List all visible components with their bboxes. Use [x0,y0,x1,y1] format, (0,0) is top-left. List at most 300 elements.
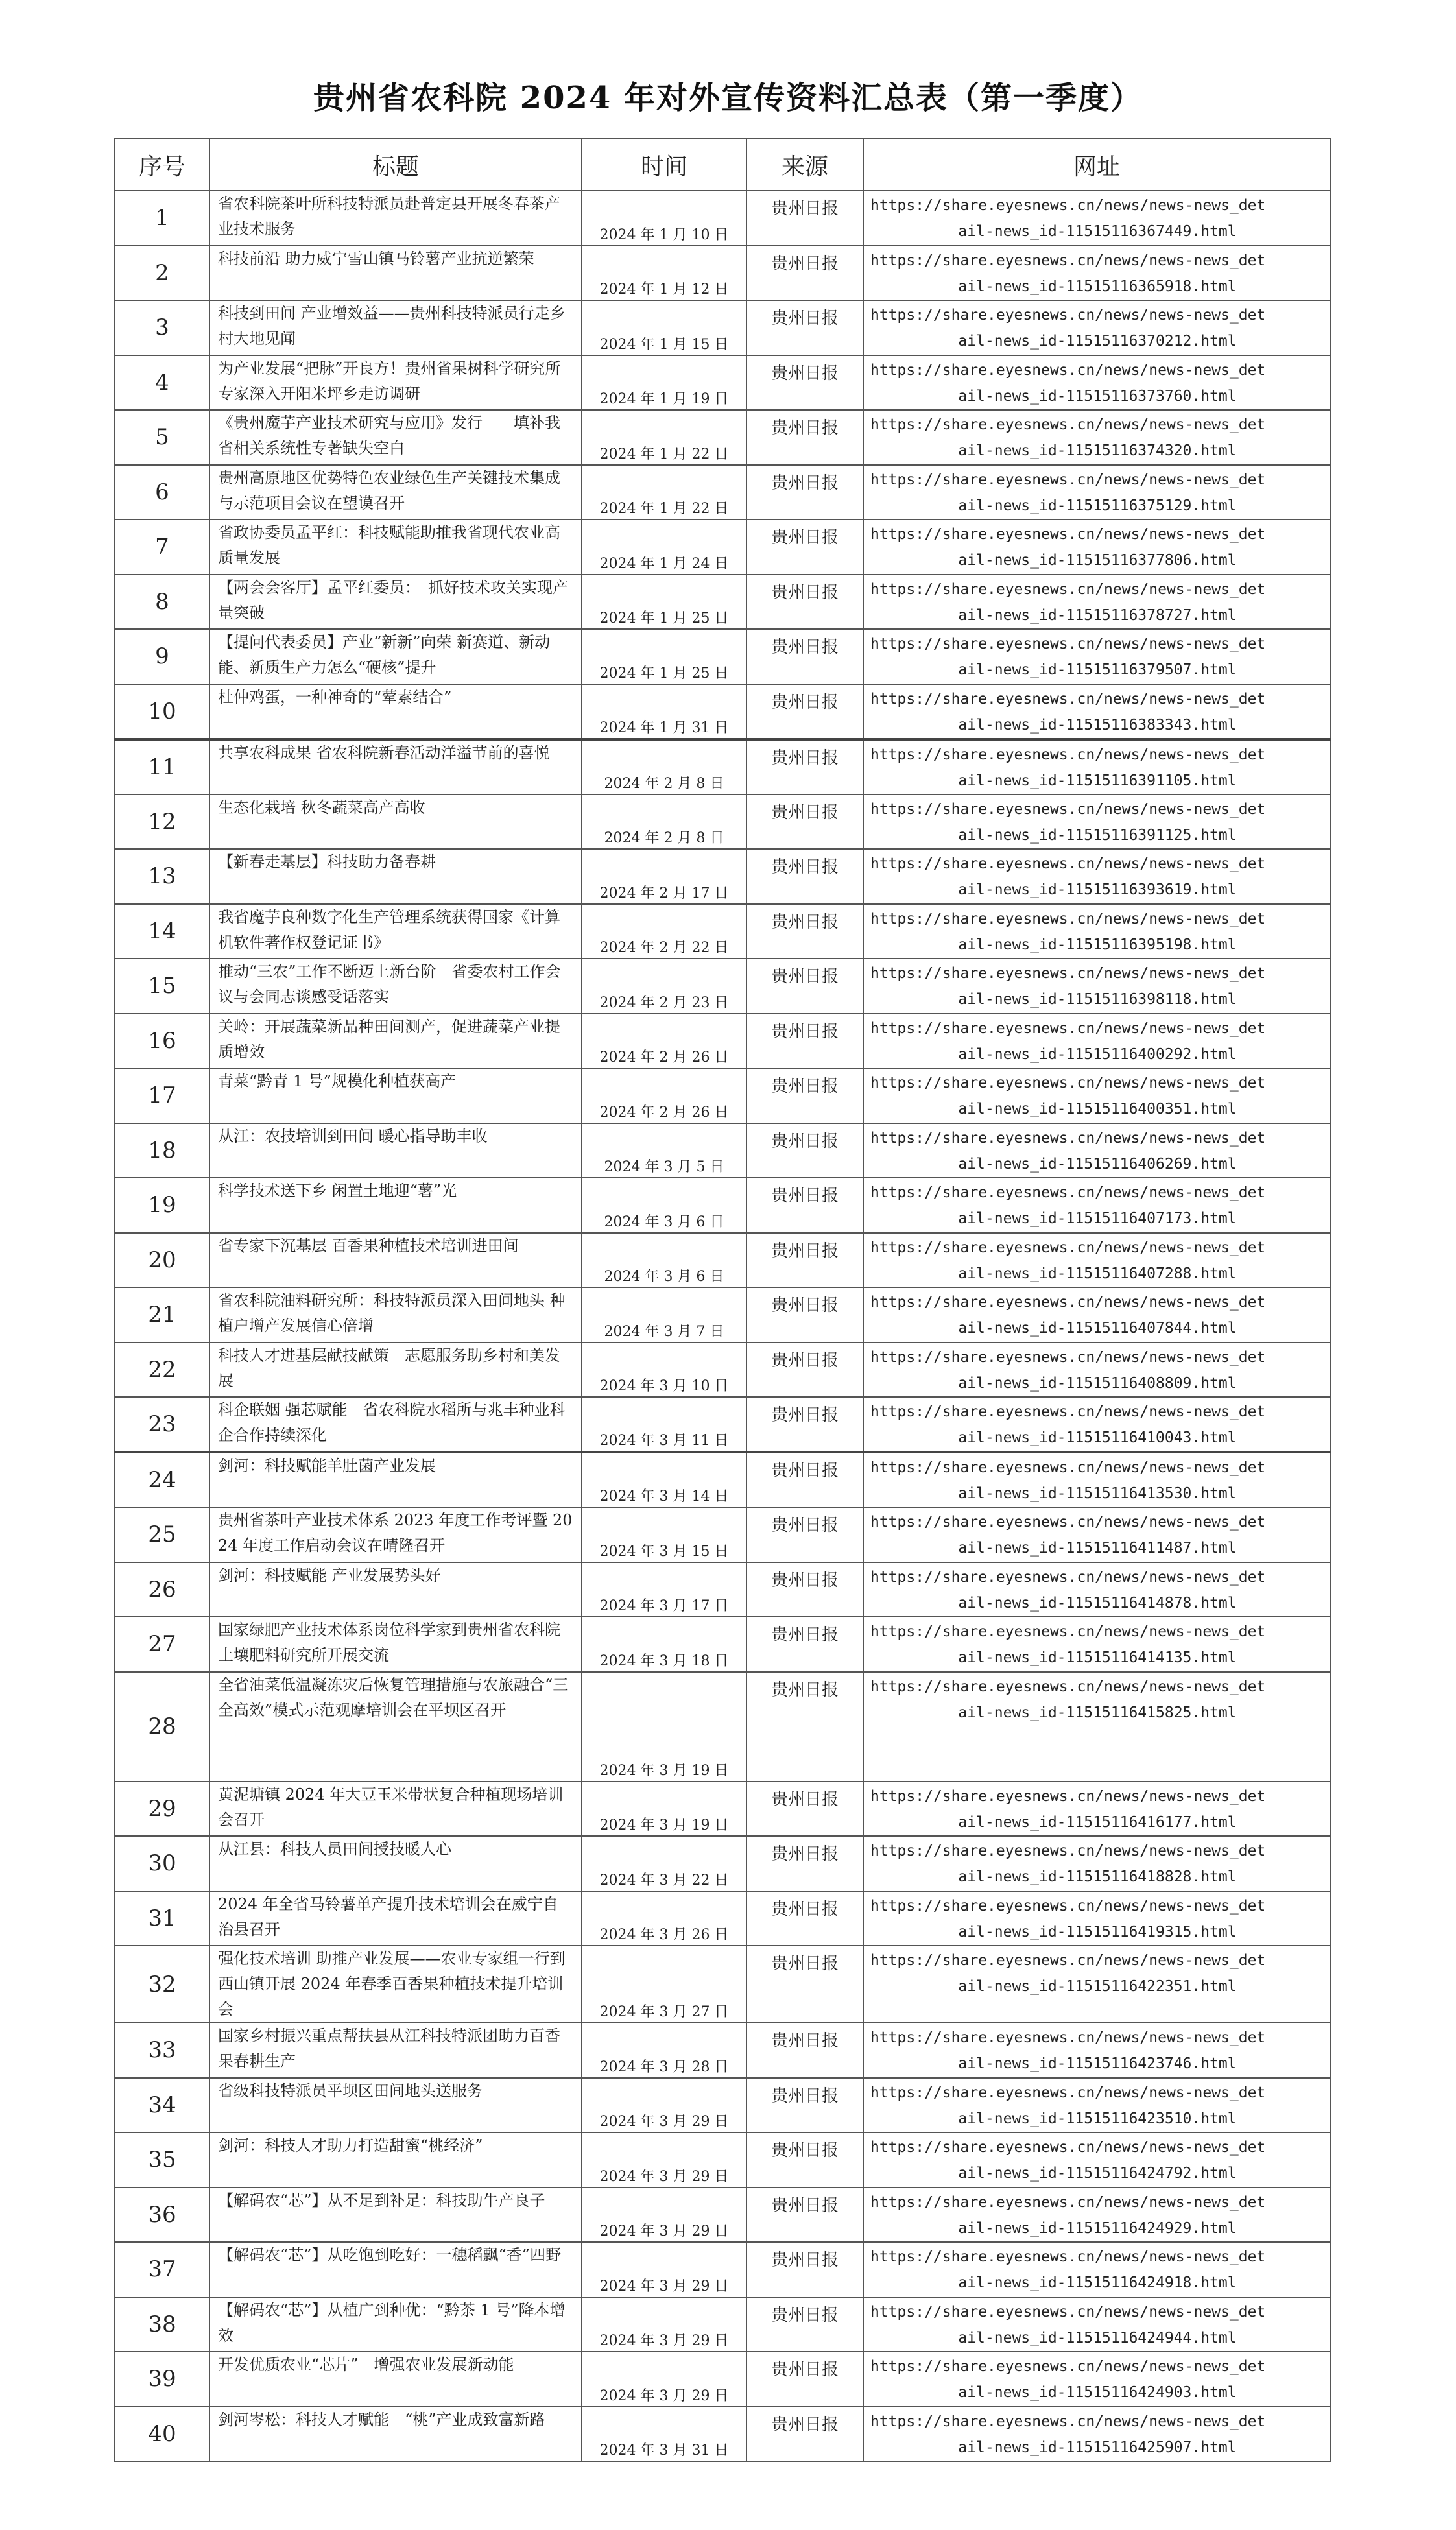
row-url-cell[interactable] [863,2023,1330,2078]
row-date: 2024 年 3 月 18 日 [582,1617,746,1672]
row-index: 18 [115,1123,209,1178]
row-url-line-2[interactable]: ail-news_id-11515116411487.html [958,1540,1237,1557]
summary-table [114,138,1331,2462]
row-date: 2024 年 3 月 14 日 [582,1452,746,1507]
table-row [115,1178,1330,1233]
row-title: 科技前沿 助力威宁雪山镇马铃薯产业抗逆繁荣 [209,246,582,301]
row-url-cell[interactable] [863,2242,1330,2297]
row-url-line-2[interactable]: ail-news_id-11515116418828.html [958,1868,1237,1885]
row-index: 4 [115,355,209,411]
row-url-cell[interactable] [863,904,1330,959]
row-url-line-2[interactable]: ail-news_id-11515116419315.html [958,1923,1237,1940]
row-title: 【两会会客厅】孟平红委员： 抓好技术攻关实现产量突破 [209,575,582,630]
row-index: 26 [115,1562,209,1617]
table-row [115,1782,1330,1837]
row-url-cell[interactable] [863,1617,1330,1672]
row-source: 贵州日报 [746,1782,863,1837]
row-url-line-1[interactable]: https://share.eyesnews.cn/news/news-news_det [870,1129,1266,1147]
table-row [115,410,1330,465]
row-url-line-1[interactable]: https://share.eyesnews.cn/news/news-news_det [870,690,1266,708]
row-url-line-2[interactable]: ail-news_id-11515116398118.html [958,991,1237,1008]
row-url-line-2[interactable]: ail-news_id-11515116400292.html [958,1045,1237,1063]
table-row [115,904,1330,959]
row-url-line-2[interactable]: ail-news_id-11515116424792.html [958,2165,1237,2182]
row-url-line-1[interactable]: https://share.eyesnews.cn/news/news-news_det [870,1348,1266,1366]
table-row [115,2242,1330,2297]
row-index: 2 [115,246,209,301]
row-url-line-1[interactable]: https://share.eyesnews.cn/news/news-news_det [870,361,1266,379]
row-url-line-1[interactable]: https://share.eyesnews.cn/news/news-news_det [870,526,1266,543]
table-row [115,794,1330,850]
table-row [115,300,1330,355]
row-index: 13 [115,849,209,904]
table-row [115,2407,1330,2462]
row-title: 贵州省茶叶产业技术体系 2023 年度工作考评暨 2024 年度工作启动会议在晴隆召开 [209,1507,582,1562]
row-date: 2024 年 3 月 22 日 [582,1836,746,1891]
row-source: 贵州日报 [746,2297,863,2352]
row-source: 贵州日报 [746,2078,863,2133]
row-url-line-2[interactable]: ail-news_id-11515116377806.html [958,552,1237,569]
row-url-line-2[interactable]: ail-news_id-11515116410043.html [958,1429,1237,1446]
row-url-cell[interactable] [863,1287,1330,1343]
row-url-cell[interactable] [863,684,1330,739]
row-url-line-2[interactable]: ail-news_id-11515116406269.html [958,1155,1237,1173]
header-title: 标题 [209,139,582,191]
row-source: 贵州日报 [746,191,863,246]
row-source: 贵州日报 [746,1343,863,1398]
row-url-cell[interactable] [863,2352,1330,2407]
table-row [115,1891,1330,1946]
row-url-cell[interactable] [863,1178,1330,1233]
row-date: 2024 年 2 月 17 日 [582,849,746,904]
row-url-line-1[interactable]: https://share.eyesnews.cn/news/news-news_det [870,1294,1266,1311]
row-url-line-1[interactable]: https://share.eyesnews.cn/news/news-news_det [870,2084,1266,2101]
row-url-cell[interactable] [863,1014,1330,1069]
row-url-cell[interactable] [863,794,1330,850]
row-url-line-2[interactable]: ail-news_id-11515116424929.html [958,2219,1237,2237]
row-date: 2024 年 3 月 5 日 [582,1123,746,1178]
table-row [115,1233,1330,1288]
row-date: 2024 年 3 月 29 日 [582,2078,746,2133]
row-source: 贵州日报 [746,1123,863,1178]
row-date: 2024 年 3 月 29 日 [582,2297,746,2352]
row-url-cell[interactable] [863,300,1330,355]
row-url-line-2[interactable]: ail-news_id-11515116424918.html [958,2274,1237,2291]
row-url-line-2[interactable]: ail-news_id-11515116391105.html [958,772,1237,789]
row-source: 贵州日报 [746,684,863,739]
row-url-line-2[interactable]: ail-news_id-11515116414878.html [958,1594,1237,1612]
row-title: 黄泥塘镇 2024 年大豆玉米带状复合种植现场培训会召开 [209,1782,582,1837]
row-date: 2024 年 3 月 26 日 [582,1891,746,1946]
row-date: 2024 年 2 月 8 日 [582,739,746,794]
row-date: 2024 年 1 月 15 日 [582,300,746,355]
row-index: 10 [115,684,209,739]
row-index: 6 [115,465,209,520]
row-url-line-2[interactable]: ail-news_id-11515116415825.html [958,1704,1237,1721]
row-index: 7 [115,519,209,575]
row-source: 贵州日报 [746,1946,863,2023]
row-source: 贵州日报 [746,1068,863,1123]
row-index: 35 [115,2132,209,2188]
row-url-line-1[interactable]: https://share.eyesnews.cn/news/news-news_det [870,2249,1266,2265]
table-row [115,739,1330,794]
row-source: 贵州日报 [746,246,863,301]
row-url-line-1[interactable]: https://share.eyesnews.cn/news/news-news_det [870,252,1266,269]
row-date: 2024 年 3 月 17 日 [582,1562,746,1617]
row-date: 2024 年 1 月 12 日 [582,246,746,301]
row-url-cell[interactable] [863,2132,1330,2188]
row-url-line-2[interactable]: ail-news_id-11515116379507.html [958,662,1237,678]
row-url-cell[interactable] [863,1233,1330,1288]
row-url-line-2[interactable]: ail-news_id-11515116407844.html [958,1320,1237,1337]
row-title: 国家绿肥产业技术体系岗位科学家到贵州省农科院土壤肥料研究所开展交流 [209,1617,582,1672]
table-row [115,959,1330,1014]
row-title: 省农科院茶叶所科技特派员赴普定县开展冬春茶产业技术服务 [209,191,582,246]
row-url-cell[interactable] [863,629,1330,684]
row-url-line-1[interactable]: https://share.eyesnews.cn/news/news-news_det [870,1897,1266,1915]
row-index: 3 [115,300,209,355]
table-row [115,1617,1330,1672]
row-url-line-1[interactable]: https://share.eyesnews.cn/news/news-news_det [870,2193,1266,2211]
table-row [115,1507,1330,1562]
row-url-line-1[interactable]: https://share.eyesnews.cn/news/news-news_det [870,2358,1266,2375]
row-url-line-2[interactable]: ail-news_id-11515116370212.html [958,333,1237,350]
row-title: 强化技术培训 助推产业发展——农业专家组一行到西山镇开展 2024 年春季百香果种植技术提升培训会 [209,1946,582,2023]
table-row [115,191,1330,246]
row-title: 开发优质农业“芯片” 增强农业发展新动能 [209,2352,582,2407]
row-title: 【新春走基层】科技助力备春耕 [209,849,582,904]
row-url-line-1[interactable]: https://share.eyesnews.cn/news/news-news_det [870,580,1266,598]
row-title: 【解码农“芯”】从吃饱到吃好：一穗稻飘“香”四野 [209,2242,582,2297]
row-url-line-1[interactable]: https://share.eyesnews.cn/news/news-news_det [870,800,1266,818]
row-date: 2024 年 3 月 28 日 [582,2023,746,2078]
row-url-line-1[interactable]: https://share.eyesnews.cn/news/news-news_det [870,416,1266,433]
row-index: 15 [115,959,209,1014]
row-index: 23 [115,1397,209,1452]
row-url-line-2[interactable]: ail-news_id-11515116383343.html [958,716,1237,734]
row-title: 省政协委员孟平红：科技赋能助推我省现代农业高质量发展 [209,519,582,575]
row-url-cell[interactable] [863,410,1330,465]
row-index: 27 [115,1617,209,1672]
row-source: 贵州日报 [746,1891,863,1946]
row-url-line-1[interactable]: https://share.eyesnews.cn/news/news-news_det [870,1568,1266,1586]
row-url-cell[interactable] [863,1672,1330,1782]
row-url-line-2[interactable]: ail-news_id-11515116365918.html [958,278,1237,295]
header-source: 来源 [746,139,863,191]
row-url-line-1[interactable]: https://share.eyesnews.cn/news/news-news_det [870,910,1266,927]
row-url-line-1[interactable]: https://share.eyesnews.cn/news/news-news_det [870,197,1266,214]
table-row [115,1452,1330,1507]
row-url-cell[interactable] [863,1507,1330,1562]
row-url-line-2[interactable]: ail-news_id-11515116422351.html [958,1978,1237,1995]
row-source: 贵州日报 [746,1452,863,1507]
row-url-line-2[interactable]: ail-news_id-11515116378727.html [958,606,1237,624]
row-index: 33 [115,2023,209,2078]
row-source: 贵州日报 [746,2242,863,2297]
row-index: 34 [115,2078,209,2133]
row-title: 【解码农“芯”】从不足到补足：科技助牛产良子 [209,2188,582,2243]
row-index: 8 [115,575,209,630]
row-source: 贵州日报 [746,2407,863,2462]
row-date: 2024 年 3 月 6 日 [582,1178,746,1233]
row-date: 2024 年 1 月 22 日 [582,410,746,465]
row-url-line-2[interactable]: ail-news_id-11515116407288.html [958,1265,1237,1282]
row-url-line-1[interactable]: https://share.eyesnews.cn/news/news-news_det [870,2139,1266,2156]
table-row [115,1562,1330,1617]
table-row [115,1836,1330,1891]
row-url-line-2[interactable]: ail-news_id-11515116391125.html [958,826,1237,844]
table-row [115,684,1330,739]
table-row [115,2188,1330,2243]
row-title: 生态化栽培 秋冬蔬菜高产高收 [209,794,582,850]
row-url-line-1[interactable]: https://share.eyesnews.cn/news/news-news_det [870,1952,1266,1969]
row-source: 贵州日报 [746,1014,863,1069]
row-url-line-2[interactable]: ail-news_id-11515116425907.html [958,2439,1237,2456]
row-title: 杜仲鸡蛋，一种神奇的“荤素结合” [209,684,582,739]
summary-table-container [114,138,1331,2462]
row-url-line-1[interactable]: https://share.eyesnews.cn/news/news-news_det [870,1623,1266,1640]
row-date: 2024 年 2 月 23 日 [582,959,746,1014]
row-date: 2024 年 3 月 15 日 [582,1507,746,1562]
row-source: 贵州日报 [746,2352,863,2407]
row-url-line-2[interactable]: ail-news_id-11515116413530.html [958,1485,1237,1502]
header-index: 序号 [115,139,209,191]
row-url-cell[interactable] [863,1891,1330,1946]
row-url-line-2[interactable]: ail-news_id-11515116414135.html [958,1649,1237,1666]
row-title: 剑河岑松：科技人才赋能 “桃”产业成致富新路 [209,2407,582,2462]
table-row [115,2023,1330,2078]
row-url-line-2[interactable]: ail-news_id-11515116393619.html [958,881,1237,898]
row-url-line-2[interactable]: ail-news_id-11515116374320.html [958,442,1237,459]
row-url-cell[interactable] [863,2407,1330,2462]
row-date: 2024 年 3 月 31 日 [582,2407,746,2462]
table-row [115,2352,1330,2407]
row-url-cell[interactable] [863,519,1330,575]
row-index: 12 [115,794,209,850]
row-url-line-1[interactable]: https://share.eyesnews.cn/news/news-news_det [870,2029,1266,2046]
row-url-line-1[interactable]: https://share.eyesnews.cn/news/news-news_det [870,636,1266,652]
row-title: 剑河：科技人才助力打造甜蜜“桃经济” [209,2132,582,2188]
row-url-line-2[interactable]: ail-news_id-11515116407173.html [958,1210,1237,1227]
table-row [115,1672,1330,1782]
row-title: 【提问代表委员】产业“新新”向荣 新赛道、新动能、新质生产力怎么“硬核”提升 [209,629,582,684]
row-url-cell[interactable] [863,2297,1330,2352]
row-url-line-2[interactable]: ail-news_id-11515116375129.html [958,497,1237,514]
row-url-line-2[interactable]: ail-news_id-11515116423510.html [958,2110,1237,2127]
row-url-line-1[interactable]: https://share.eyesnews.cn/news/news-news_det [870,1403,1266,1420]
row-url-line-1[interactable]: https://share.eyesnews.cn/news/news-news_det [870,1075,1266,1092]
row-title: 共享农科成果 省农科院新春活动洋溢节前的喜悦 [209,739,582,794]
row-url-line-2[interactable]: ail-news_id-11515116395198.html [958,936,1237,953]
row-url-cell[interactable] [863,1452,1330,1507]
row-title: 科企联姻 强芯赋能 省农科院水稻所与兆丰种业科企合作持续深化 [209,1397,582,1452]
row-url-line-1[interactable]: https://share.eyesnews.cn/news/news-news_det [870,1184,1266,1201]
header-date: 时间 [582,139,746,191]
row-index: 40 [115,2407,209,2462]
row-source: 贵州日报 [746,2188,863,2243]
row-index: 1 [115,191,209,246]
row-title: 国家乡村振兴重点帮扶县从江科技特派团助力百香果春耕生产 [209,2023,582,2078]
row-source: 贵州日报 [746,1233,863,1288]
row-date: 2024 年 1 月 24 日 [582,519,746,575]
row-source: 贵州日报 [746,1507,863,1562]
row-date: 2024 年 3 月 29 日 [582,2132,746,2188]
row-url-cell[interactable] [863,1343,1330,1398]
row-url-line-1[interactable]: https://share.eyesnews.cn/news/news-news_det [870,1843,1266,1859]
row-source: 贵州日报 [746,739,863,794]
row-date: 2024 年 3 月 10 日 [582,1343,746,1398]
row-date: 2024 年 2 月 8 日 [582,794,746,850]
row-url-line-1[interactable]: https://share.eyesnews.cn/news/news-news_det [870,855,1266,872]
row-url-cell[interactable] [863,959,1330,1014]
row-date: 2024 年 3 月 19 日 [582,1672,746,1782]
row-index: 25 [115,1507,209,1562]
table-row [115,519,1330,575]
row-title: 全省油菜低温凝冻灾后恢复管理措施与农旅融合“三全高效”模式示范观摩培训会在平坝区召开 [209,1672,582,1782]
row-date: 2024 年 1 月 25 日 [582,575,746,630]
row-source: 贵州日报 [746,465,863,520]
row-url-cell[interactable] [863,575,1330,630]
row-url-line-2[interactable]: ail-news_id-11515116424903.html [958,2384,1237,2401]
row-title: 【解码农“芯”】从植广到种优：“黔茶 1 号”降本增效 [209,2297,582,2352]
row-url-cell[interactable] [863,1123,1330,1178]
table-row [115,465,1330,520]
row-url-line-1[interactable]: https://share.eyesnews.cn/news/news-news_det [870,471,1266,488]
row-url-cell[interactable] [863,2078,1330,2133]
row-url-line-2[interactable]: ail-news_id-11515116416177.html [958,1813,1237,1831]
row-url-line-2[interactable]: ail-news_id-11515116424944.html [958,2329,1237,2346]
row-url-cell[interactable] [863,1068,1330,1123]
table-row [115,849,1330,904]
row-url-cell[interactable] [863,1782,1330,1837]
table-row [115,629,1330,684]
row-title: 贵州高原地区优势特色农业绿色生产关键技术集成与示范项目会议在望谟召开 [209,465,582,520]
row-url-line-1[interactable]: https://share.eyesnews.cn/news/news-news_det [870,1514,1266,1531]
row-date: 2024 年 1 月 22 日 [582,465,746,520]
row-url-line-1[interactable]: https://share.eyesnews.cn/news/news-news_det [870,1787,1266,1805]
row-url-line-1[interactable]: https://share.eyesnews.cn/news/news-news_det [870,1020,1266,1037]
row-url-line-2[interactable]: ail-news_id-11515116373760.html [958,387,1237,405]
row-index: 14 [115,904,209,959]
row-title: 科学技术送下乡 闲置土地迎“薯”光 [209,1178,582,1233]
row-index: 19 [115,1178,209,1233]
row-source: 贵州日报 [746,519,863,575]
row-date: 2024 年 3 月 19 日 [582,1782,746,1837]
row-source: 贵州日报 [746,1287,863,1343]
row-url-line-1[interactable]: https://share.eyesnews.cn/news/news-news_det [870,1459,1266,1476]
row-date: 2024 年 3 月 29 日 [582,2352,746,2407]
row-title: 科技到田间 产业增效益——贵州科技特派员行走乡村大地见闻 [209,300,582,355]
row-title: 科技人才进基层献技献策 志愿服务助乡村和美发展 [209,1343,582,1398]
row-index: 9 [115,629,209,684]
row-title: 从江：农技培训到田间 暖心指导助丰收 [209,1123,582,1178]
row-index: 24 [115,1452,209,1507]
table-row [115,1068,1330,1123]
row-url-cell[interactable] [863,1562,1330,1617]
table-row [115,2078,1330,2133]
row-url-cell[interactable] [863,465,1330,520]
row-date: 2024 年 2 月 22 日 [582,904,746,959]
row-date: 2024 年 1 月 10 日 [582,191,746,246]
row-url-line-2[interactable]: ail-news_id-11515116408809.html [958,1374,1237,1392]
row-date: 2024 年 1 月 31 日 [582,684,746,739]
row-index: 38 [115,2297,209,2352]
row-title: 2024 年全省马铃薯单产提升技术培训会在威宁自治县召开 [209,1891,582,1946]
table-row [115,246,1330,301]
row-index: 31 [115,1891,209,1946]
row-url-line-1[interactable]: https://share.eyesnews.cn/news/news-news_det [870,2303,1266,2321]
row-url-line-2[interactable]: ail-news_id-11515116423746.html [958,2055,1237,2072]
row-url-line-1[interactable]: https://share.eyesnews.cn/news/news-news_det [870,746,1266,763]
row-url-line-1[interactable]: https://share.eyesnews.cn/news/news-news_det [870,307,1266,324]
table-row [115,355,1330,411]
row-url-cell[interactable] [863,2188,1330,2243]
row-date: 2024 年 3 月 27 日 [582,1946,746,2023]
row-date: 2024 年 3 月 29 日 [582,2242,746,2297]
row-title: 省级科技特派员平坝区田间地头送服务 [209,2078,582,2133]
row-url-line-1[interactable]: https://share.eyesnews.cn/news/news-news_det [870,965,1266,982]
row-date: 2024 年 3 月 6 日 [582,1233,746,1288]
row-url-cell[interactable] [863,1946,1330,2023]
row-title: 《贵州魔芋产业技术研究与应用》发行 填补我省相关系统性专著缺失空白 [209,410,582,465]
row-url-cell[interactable] [863,1397,1330,1452]
row-url-line-1[interactable]: https://share.eyesnews.cn/news/news-news_det [870,1678,1266,1695]
table-row [115,1397,1330,1452]
row-source: 贵州日报 [746,410,863,465]
row-source: 贵州日报 [746,2023,863,2078]
row-title: 为产业发展“把脉”开良方！贵州省果树科学研究所专家深入开阳米坪乡走访调研 [209,355,582,411]
row-index: 17 [115,1068,209,1123]
table-body [115,191,1330,2461]
row-source: 贵州日报 [746,1617,863,1672]
row-title: 我省魔芋良种数字化生产管理系统获得国家《计算机软件著作权登记证书》 [209,904,582,959]
row-url-line-1[interactable]: https://share.eyesnews.cn/news/news-news_det [870,2413,1266,2430]
row-index: 22 [115,1343,209,1398]
row-url-cell[interactable] [863,1836,1330,1891]
row-source: 贵州日报 [746,1397,863,1452]
row-source: 贵州日报 [746,629,863,684]
row-url-cell[interactable] [863,739,1330,794]
row-source: 贵州日报 [746,1562,863,1617]
row-source: 贵州日报 [746,300,863,355]
row-title: 剑河：科技赋能 产业发展势头好 [209,1562,582,1617]
row-index: 11 [115,739,209,794]
row-index: 29 [115,1782,209,1837]
row-date: 2024 年 1 月 25 日 [582,629,746,684]
row-url-cell[interactable] [863,355,1330,411]
table-row [115,1343,1330,1398]
row-title: 青菜“黔青 1 号”规模化种植获高产 [209,1068,582,1123]
row-source: 贵州日报 [746,2132,863,2188]
row-date: 2024 年 3 月 29 日 [582,2188,746,2243]
row-title: 推动“三农”工作不断迈上新台阶｜省委农村工作会议与会同志谈感受话落实 [209,959,582,1014]
table-row [115,2132,1330,2188]
row-index: 37 [115,2242,209,2297]
row-url-cell[interactable] [863,191,1330,246]
row-source: 贵州日报 [746,959,863,1014]
row-url-line-1[interactable]: https://share.eyesnews.cn/news/news-news_det [870,1239,1266,1256]
row-title: 从江县：科技人员田间授技暖人心 [209,1836,582,1891]
table-header-row [115,139,1330,191]
row-url-cell[interactable] [863,849,1330,904]
row-index: 5 [115,410,209,465]
row-source: 贵州日报 [746,794,863,850]
table-row [115,1123,1330,1178]
row-url-line-2[interactable]: ail-news_id-11515116367449.html [958,223,1237,240]
row-url-cell[interactable] [863,246,1330,301]
row-url-line-2[interactable]: ail-news_id-11515116400351.html [958,1101,1237,1117]
row-index: 21 [115,1287,209,1343]
